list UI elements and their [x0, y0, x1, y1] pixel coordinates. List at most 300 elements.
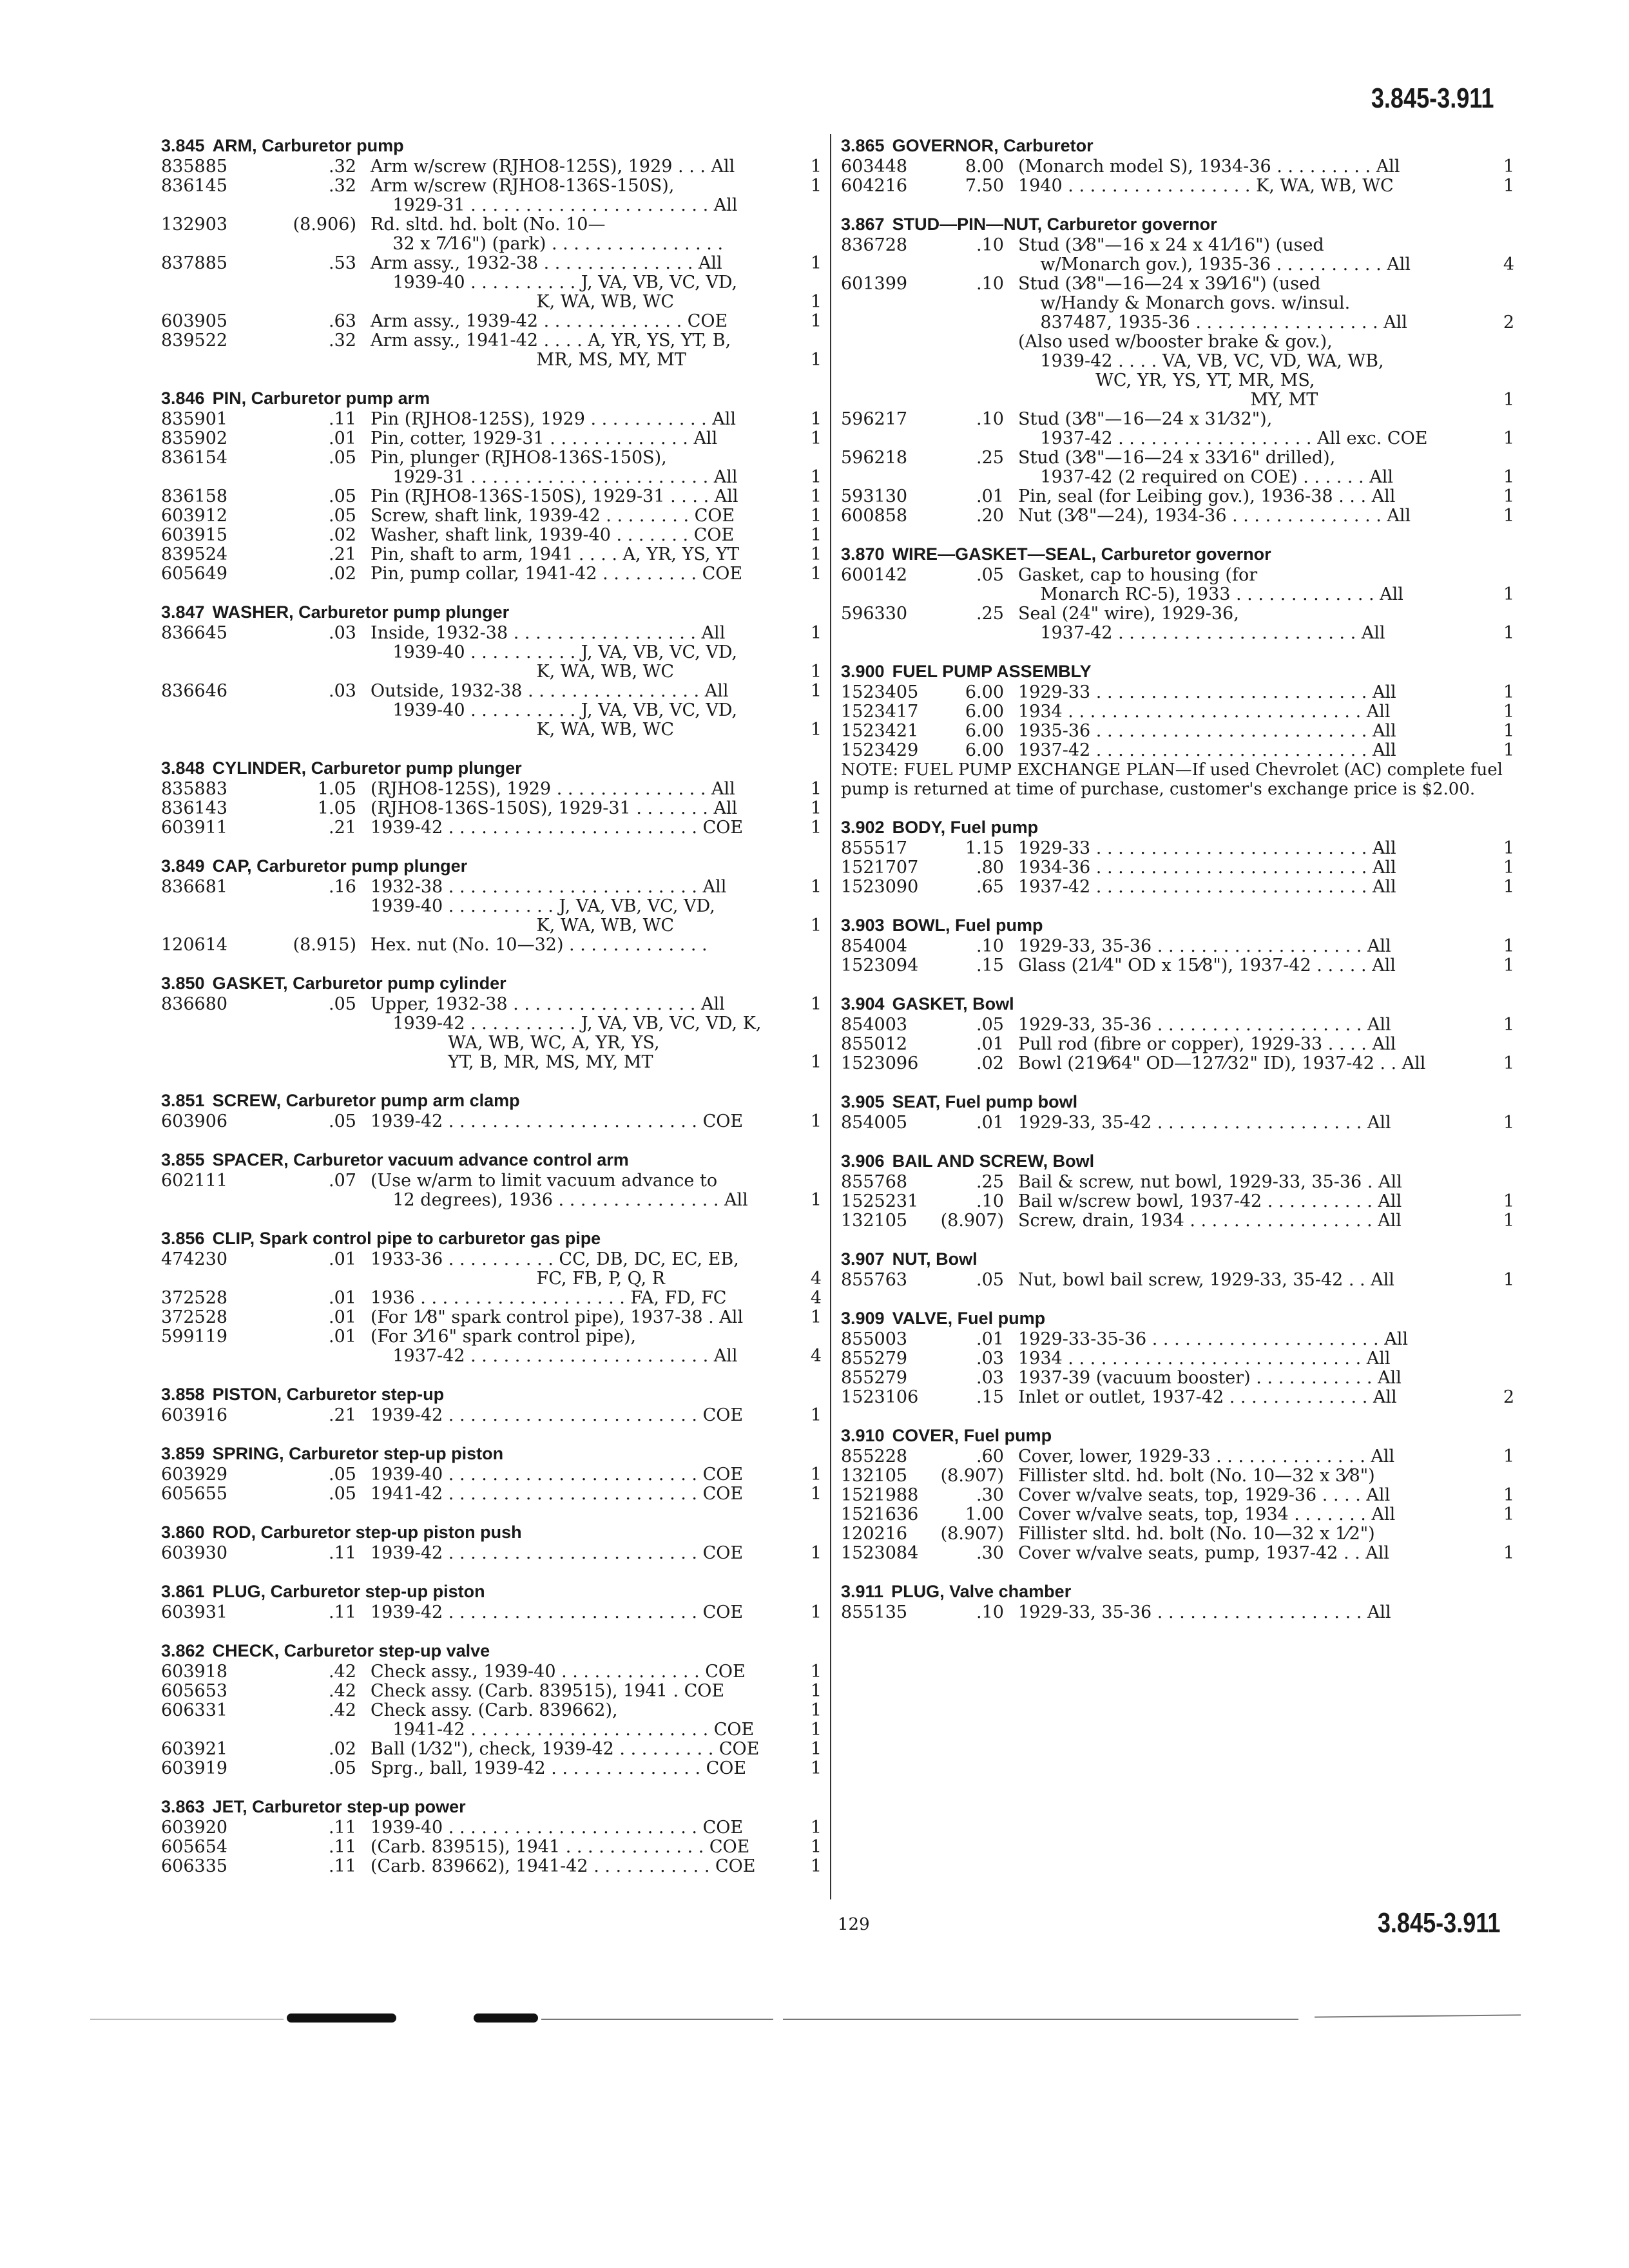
- part-price: .20: [976, 506, 1004, 526]
- part-row: [841, 1349, 1514, 1369]
- section-number: 3.865: [841, 136, 885, 155]
- section-heading: PLUG, Valve chamber: [891, 1582, 1072, 1601]
- part-row: [841, 1015, 1514, 1035]
- part-description: 1939-42 . . . . . . . . . . . . . . . . . . . . . . . COE: [371, 818, 744, 838]
- part-row: [161, 1682, 822, 1701]
- part-number: 837885: [161, 253, 228, 273]
- part-quantity: [1489, 1173, 1514, 1192]
- part-number: 606335: [161, 1856, 228, 1876]
- part-description: 1937-42 . . . . . . . . . . . . . . . . . . . . . . . . . All: [1018, 877, 1396, 897]
- page-footer-range: 3.845-3.911: [1377, 1907, 1500, 1939]
- part-price: .21: [329, 544, 356, 564]
- section-number: 3.906: [841, 1151, 885, 1171]
- section-title: [161, 1442, 822, 1465]
- part-number: 603911: [161, 818, 228, 838]
- part-price: .02: [329, 564, 356, 584]
- part-quantity: 1: [810, 1543, 822, 1563]
- part-number: 596217: [841, 409, 908, 429]
- part-row: [841, 1603, 1514, 1622]
- part-quantity: 1: [810, 350, 822, 370]
- section-title: [841, 992, 1514, 1015]
- part-quantity: 1: [1503, 1270, 1514, 1290]
- section-heading: COVER, Fuel pump: [892, 1426, 1052, 1445]
- scan-line: [90, 2019, 284, 2020]
- part-price: .42: [329, 1681, 356, 1701]
- part-price: 6.00: [965, 721, 1004, 741]
- part-description: Sprg., ball, 1939-42 . . . . . . . . . . . . . . COE: [371, 1758, 747, 1778]
- part-quantity: 1: [810, 506, 822, 526]
- part-number: 132105: [841, 1211, 908, 1231]
- part-quantity: 1: [1503, 956, 1514, 975]
- part-row: [841, 1369, 1514, 1388]
- part-description: Outside, 1932-38 . . . . . . . . . . . . . . . . All 1939-40 . . . . . . . . . . J, VA, VB, VC, VD, K, WA, WB, WC: [371, 681, 738, 740]
- part-number: 836145: [161, 176, 228, 196]
- part-description: Pin, seal (for Leibing gov.), 1936-38 . . . All: [1018, 486, 1396, 506]
- scan-smudge: [474, 2013, 538, 2023]
- section-heading: PIN, Carburetor pump arm: [212, 389, 430, 408]
- part-quantity: [1489, 1524, 1514, 1544]
- part-quantity: 1: [1503, 1446, 1514, 1466]
- part-number: 835883: [161, 779, 228, 799]
- part-quantity: 1: [1503, 428, 1514, 448]
- section-heading: GASKET, Bowl: [892, 994, 1014, 1014]
- part-quantity: 1: [1503, 936, 1514, 956]
- part-number: 855135: [841, 1602, 908, 1622]
- part-description: Arm w/screw (RJHO8-125S), 1929 . . . All: [371, 157, 735, 177]
- part-price: .01: [329, 1249, 356, 1269]
- part-price: .25: [976, 1172, 1004, 1192]
- section-title: [841, 914, 1514, 937]
- part-price: .60: [976, 1446, 1004, 1466]
- section-heading: PLUG, Carburetor step-up piston: [212, 1582, 485, 1601]
- section-number: 3.905: [841, 1092, 885, 1111]
- section-heading: SEAT, Fuel pump bowl: [892, 1092, 1078, 1111]
- part-description: 1937-39 (vacuum booster) . . . . . . . . . . . All: [1018, 1368, 1402, 1388]
- part-row: [161, 1406, 822, 1425]
- part-row: [841, 1524, 1514, 1544]
- section-number: 3.900: [841, 662, 885, 681]
- part-row: [161, 448, 822, 487]
- part-description: (Use w/arm to limit vacuum advance to 12 degrees), 1936 . . . . . . . . . . . . . . . All: [371, 1171, 748, 1210]
- part-number: 605653: [161, 1681, 228, 1701]
- part-number: 839524: [161, 544, 228, 564]
- right-column: [841, 134, 1514, 1639]
- part-row: [841, 1211, 1514, 1231]
- part-number: 839522: [161, 331, 228, 351]
- part-quantity: 1: [1503, 702, 1514, 722]
- section-heading: WIRE—GASKET—SEAL, Carburetor governor: [892, 544, 1271, 564]
- part-description: Pin, pump collar, 1941-42 . . . . . . . . . COE: [371, 564, 743, 584]
- part-description: Stud (3⁄8"—16—24 x 33⁄16" drilled), 1937-42 (2 required on COE) . . . . . . All: [1018, 448, 1393, 487]
- part-description: Bail w/screw bowl, 1937-42 . . . . . . . . . . All: [1018, 1191, 1402, 1211]
- part-quantity: 1 1: [810, 1700, 822, 1740]
- part-number: 603918: [161, 1662, 228, 1682]
- part-quantity: 1: [810, 1190, 822, 1210]
- part-description: Fillister sltd. hd. bolt (No. 10—32 x 1⁄2"): [1018, 1524, 1375, 1544]
- part-description: Bowl (219⁄64" OD—127⁄32" ID), 1937-42 . . All: [1018, 1053, 1426, 1073]
- part-row: [161, 1759, 822, 1778]
- section-heading: BODY, Fuel pump: [892, 818, 1039, 837]
- part-number: 603916: [161, 1405, 228, 1425]
- part-row: [841, 937, 1514, 956]
- part-row: [161, 526, 822, 545]
- part-row: [161, 1465, 822, 1485]
- part-description: Washer, shaft link, 1939-40 . . . . . . . COE: [371, 525, 735, 545]
- part-row: [161, 1289, 822, 1308]
- part-number: 855279: [841, 1349, 908, 1369]
- part-price: .03: [976, 1368, 1004, 1388]
- part-quantity: 1: [1503, 623, 1514, 643]
- parts-section: [161, 972, 822, 1072]
- part-quantity: 1: [1503, 1053, 1514, 1073]
- section-title: [841, 134, 1514, 157]
- part-price: .25: [976, 448, 1004, 468]
- part-description: (For 1⁄8" spark control pipe), 1937-38 . All: [371, 1307, 744, 1327]
- part-row: [161, 1327, 822, 1366]
- part-price: .32: [329, 176, 356, 196]
- parts-section: [841, 134, 1514, 196]
- part-row: [161, 331, 822, 370]
- part-number: 854005: [841, 1113, 908, 1133]
- part-number: 372528: [161, 1307, 228, 1327]
- section-title: [841, 1307, 1514, 1330]
- section-heading: BOWL, Fuel pump: [892, 916, 1043, 935]
- part-description: Arm assy., 1941-42 . . . . A, YR, YS, YT, B, MR, MS, MY, MT: [371, 331, 731, 370]
- part-description: 1929-33, 35-36 . . . . . . . . . . . . . . . . . . . All: [1018, 1015, 1391, 1035]
- part-description: 1933-36 . . . . . . . . . . CC, DB, DC, EC, EB, FC, FB, P, Q, R: [371, 1249, 739, 1289]
- part-description: 1937-42 . . . . . . . . . . . . . . . . . . . . . . . . . All: [1018, 740, 1396, 760]
- part-quantity: 1: [810, 544, 822, 564]
- part-description: 1929-33-35-36 . . . . . . . . . . . . . . . . . . . . . All: [1018, 1329, 1408, 1349]
- part-number: 836645: [161, 623, 228, 643]
- part-price: (8.907): [940, 1211, 1004, 1231]
- part-row: [161, 1818, 822, 1838]
- part-description: 1929-33 . . . . . . . . . . . . . . . . . . . . . . . . . All: [1018, 838, 1396, 858]
- part-quantity: 1: [810, 798, 822, 818]
- section-number: 3.858: [161, 1385, 205, 1404]
- parts-section: [841, 1307, 1514, 1407]
- part-price: .53: [329, 253, 356, 273]
- part-price: .05: [976, 1270, 1004, 1290]
- part-row: [161, 818, 822, 838]
- part-description: Glass (21⁄4" OD x 15⁄8"), 1937-42 . . . . . All: [1018, 956, 1396, 975]
- part-number: 600142: [841, 565, 908, 585]
- part-row: [161, 564, 822, 584]
- part-quantity: [1489, 1603, 1514, 1622]
- part-row: [161, 1308, 822, 1327]
- part-price: 1.05: [317, 798, 356, 818]
- part-quantity: 1: [1503, 1504, 1514, 1524]
- part-number: 1523084: [841, 1543, 919, 1563]
- part-quantity: 1: [810, 779, 822, 799]
- part-quantity: 1: [810, 409, 822, 429]
- section-heading: VALVE, Fuel pump: [892, 1309, 1046, 1328]
- part-row: [161, 1250, 822, 1289]
- part-number: 1523429: [841, 740, 919, 760]
- part-quantity: 1: [810, 1465, 822, 1485]
- part-row: [161, 254, 822, 312]
- part-row: [841, 410, 1514, 448]
- part-number: 1523405: [841, 682, 919, 702]
- part-row: [161, 799, 822, 818]
- part-number: 120216: [841, 1524, 908, 1544]
- part-price: .05: [329, 486, 356, 506]
- section-number: 3.855: [161, 1150, 205, 1169]
- part-row: [161, 1740, 822, 1759]
- part-row: [841, 741, 1514, 760]
- part-price: 1.00: [965, 1504, 1004, 1524]
- part-row: [161, 624, 822, 682]
- part-quantity: 1: [810, 1739, 822, 1759]
- part-quantity: 4: [810, 1269, 822, 1289]
- part-row: [841, 1486, 1514, 1505]
- parts-section: [841, 213, 1514, 526]
- part-quantity: 4: [810, 1288, 822, 1308]
- section-number: 3.856: [161, 1229, 205, 1248]
- part-quantity: [796, 215, 822, 254]
- part-row: [841, 487, 1514, 506]
- part-number: 1521988: [841, 1485, 919, 1505]
- part-description: 1936 . . . . . . . . . . . . . . . . . . . FA, FD, FC: [371, 1288, 727, 1308]
- scan-line: [783, 2019, 1298, 2020]
- parts-section: [161, 854, 822, 955]
- part-price: .10: [976, 1602, 1004, 1622]
- part-row: [841, 157, 1514, 177]
- part-number: 1521707: [841, 858, 919, 878]
- part-price: .01: [976, 1113, 1004, 1133]
- part-description: 1941-42 . . . . . . . . . . . . . . . . . . . . . . . COE: [371, 1484, 744, 1504]
- part-description: 1939-42 . . . . . . . . . . . . . . . . . . . . . . . COE: [371, 1111, 744, 1131]
- part-price: .02: [329, 1739, 356, 1759]
- part-quantity: 1: [810, 818, 822, 838]
- scan-smudge: [287, 2013, 396, 2023]
- part-price: 1.15: [965, 838, 1004, 858]
- part-description: Cover w/valve seats, top, 1934 . . . . . . . All: [1018, 1504, 1396, 1524]
- part-row: [161, 177, 822, 215]
- section-number: 3.859: [161, 1444, 205, 1463]
- section-number: 3.860: [161, 1523, 205, 1542]
- part-row: [161, 682, 822, 740]
- part-row: [841, 506, 1514, 526]
- part-description: (Carb. 839515), 1941 . . . . . . . . . . . . . COE: [371, 1837, 750, 1857]
- part-price: .11: [329, 1818, 356, 1838]
- part-quantity: 1: [1503, 838, 1514, 858]
- part-description: Seal (24" wire), 1929-36, 1937-42 . . . . . . . . . . . . . . . . . . . . . . All: [1018, 604, 1385, 643]
- part-quantity: 1: [810, 486, 822, 506]
- section-heading: CLIP, Spark control pipe to carburetor gas pipe: [212, 1229, 601, 1248]
- part-description: Cover, lower, 1929-33 . . . . . . . . . . . . . . All: [1018, 1446, 1395, 1466]
- section-heading: NUT, Bowl: [892, 1249, 978, 1269]
- page-number: 129: [838, 1915, 870, 1934]
- part-row: [841, 1173, 1514, 1192]
- part-number: 120614: [161, 935, 228, 955]
- section-heading: JET, Carburetor step-up power: [212, 1797, 466, 1816]
- part-row: [841, 683, 1514, 702]
- parts-section: [841, 543, 1514, 643]
- part-description: Stud (3⁄8"—16—24 x 31⁄32"), 1937-42 . . . . . . . . . . . . . . . . . . All exc. COE: [1018, 409, 1428, 448]
- part-description: Pin, shaft to arm, 1941 . . . . A, YR, YS, YT: [371, 544, 739, 564]
- part-price: .01: [976, 1329, 1004, 1349]
- part-number: 1525231: [841, 1191, 919, 1211]
- part-quantity: 1: [1503, 486, 1514, 506]
- part-description: 1934-36 . . . . . . . . . . . . . . . . . . . . . . . . . All: [1018, 858, 1396, 878]
- part-price: .32: [329, 331, 356, 351]
- part-price: .63: [329, 311, 356, 331]
- part-quantity: [796, 936, 822, 955]
- section-heading: ROD, Carburetor step-up piston push: [212, 1523, 522, 1542]
- section-title: [161, 134, 822, 157]
- part-row: [841, 1388, 1514, 1407]
- part-number: 855012: [841, 1034, 908, 1054]
- part-row: [161, 1544, 822, 1563]
- part-description: Cover w/valve seats, top, 1929-36 . . . . All: [1018, 1485, 1391, 1505]
- parts-section: [161, 756, 822, 838]
- part-number: 1523096: [841, 1053, 919, 1073]
- parts-section: [161, 1089, 822, 1131]
- part-quantity: 1 1: [810, 681, 822, 740]
- part-description: Screw, shaft link, 1939-42 . . . . . . . . COE: [371, 506, 735, 526]
- part-quantity: 1: [810, 467, 822, 487]
- part-quantity: [1489, 1466, 1514, 1486]
- part-description: Check assy., 1939-40 . . . . . . . . . . . . . COE: [371, 1662, 746, 1682]
- part-quantity: 1: [1503, 858, 1514, 878]
- part-description: 1939-42 . . . . . . . . . . . . . . . . . . . . . . . COE: [371, 1543, 744, 1563]
- part-row: [841, 1505, 1514, 1524]
- part-number: 603448: [841, 157, 908, 177]
- part-number: 603929: [161, 1465, 228, 1485]
- part-number: 605654: [161, 1837, 228, 1857]
- parts-section: [161, 1148, 822, 1210]
- part-description: 1939-42 . . . . . . . . . . . . . . . . . . . . . . . COE: [371, 1602, 744, 1622]
- part-number: 596218: [841, 448, 908, 468]
- parts-section: [841, 914, 1514, 975]
- part-number: 835902: [161, 428, 228, 448]
- part-row: [841, 858, 1514, 878]
- part-number: 596330: [841, 604, 908, 624]
- part-quantity: 1: [810, 1602, 822, 1622]
- section-number: 3.845: [161, 136, 205, 155]
- part-quantity: 1 1: [810, 877, 822, 936]
- part-description: Inside, 1932-38 . . . . . . . . . . . . . . . . . All 1939-40 . . . . . . . . . . J, VA, VB, VC, VD, K, WA, WB, WC: [371, 623, 738, 682]
- parts-section: [161, 387, 822, 584]
- section-heading: ARM, Carburetor pump: [212, 136, 404, 155]
- part-quantity: 1: [1503, 721, 1514, 741]
- part-quantity: 1: [1503, 1191, 1514, 1211]
- part-row: [161, 1603, 822, 1622]
- part-number: 600858: [841, 506, 908, 526]
- part-description: Cover w/valve seats, pump, 1937-42 . . All: [1018, 1543, 1390, 1563]
- part-price: 7.50: [965, 176, 1004, 196]
- part-price: 6.00: [965, 740, 1004, 760]
- part-quantity: 1: [1503, 157, 1514, 177]
- part-row: [841, 566, 1514, 604]
- section-number: 3.867: [841, 215, 885, 234]
- part-description: Arm assy., 1939-42 . . . . . . . . . . . . . COE: [371, 311, 728, 331]
- part-row: [841, 1466, 1514, 1486]
- part-number: 603921: [161, 1739, 228, 1759]
- section-title: [841, 1424, 1514, 1447]
- section-title: [161, 387, 822, 410]
- part-price: 8.00: [965, 157, 1004, 177]
- part-description: Arm w/screw (RJHO8-136S-150S), 1929-31 . . . . . . . . . . . . . . . . . . . . . . All: [371, 176, 738, 215]
- part-quantity: 1: [1503, 467, 1514, 487]
- part-price: .11: [329, 1837, 356, 1857]
- part-row: [161, 157, 822, 177]
- parts-section: [841, 1580, 1514, 1622]
- part-price: (8.906): [293, 215, 356, 235]
- part-price: .01: [329, 1288, 356, 1308]
- part-row: [841, 1035, 1514, 1054]
- part-price: .10: [976, 274, 1004, 294]
- part-number: 835901: [161, 409, 228, 429]
- scan-line: [1315, 2014, 1521, 2017]
- part-row: [841, 1054, 1514, 1073]
- part-number: 855763: [841, 1270, 908, 1290]
- part-row: [841, 1113, 1514, 1133]
- part-description: (Monarch model S), 1934-36 . . . . . . . . . All: [1018, 157, 1400, 177]
- part-description: 1932-38 . . . . . . . . . . . . . . . . . . . . . . . All 1939-40 . . . . . . . . . . J, VA, VB, VC, VD, K, WA, WB, WC: [371, 877, 727, 936]
- section-number: 3.861: [161, 1582, 205, 1601]
- part-price: .03: [976, 1349, 1004, 1369]
- parts-section: [841, 1247, 1514, 1290]
- part-number: 1521636: [841, 1504, 919, 1524]
- scan-line: [541, 2019, 773, 2020]
- part-quantity: 1: [1503, 1015, 1514, 1035]
- part-description: Upper, 1932-38 . . . . . . . . . . . . . . . . . All 1939-42 . . . . . . . . . . J, VA, VB, VC, VD, K, WA, WB, WC, A, YR, YS, YT, B, MR, MS, MY, MT: [371, 994, 762, 1072]
- part-price: .05: [329, 506, 356, 526]
- part-price: .03: [329, 681, 356, 701]
- part-quantity: 1: [1503, 1485, 1514, 1505]
- part-row: [841, 878, 1514, 897]
- section-number: 3.850: [161, 974, 205, 993]
- part-row: [161, 312, 822, 331]
- section-title: [841, 543, 1514, 566]
- part-row: [161, 878, 822, 936]
- part-quantity: 1: [1503, 682, 1514, 702]
- part-price: .01: [976, 486, 1004, 506]
- part-quantity: 1: [810, 1681, 822, 1701]
- section-title: [841, 213, 1514, 236]
- section-number: 3.903: [841, 916, 885, 935]
- part-price: .10: [976, 409, 1004, 429]
- parts-section: [161, 1580, 822, 1622]
- section-number: 3.849: [161, 856, 205, 876]
- part-price: .05: [329, 994, 356, 1014]
- part-quantity: 1: [1503, 1543, 1514, 1563]
- part-row: [841, 702, 1514, 722]
- part-price: .05: [329, 1758, 356, 1778]
- part-quantity: 1: [810, 1484, 822, 1504]
- section-title: [161, 1148, 822, 1171]
- section-title: [161, 972, 822, 995]
- part-number: 855003: [841, 1329, 908, 1349]
- part-quantity: 2 1: [1503, 312, 1514, 410]
- part-row: [841, 956, 1514, 975]
- part-price: 1.05: [317, 779, 356, 799]
- part-row: [841, 604, 1514, 643]
- part-quantity: [1489, 1369, 1514, 1388]
- part-price: 6.00: [965, 702, 1004, 722]
- part-number: 836154: [161, 448, 228, 468]
- part-row: [161, 936, 822, 955]
- section-heading: GOVERNOR, Carburetor: [892, 136, 1094, 155]
- part-quantity: 1: [1503, 1113, 1514, 1133]
- section-number: 3.904: [841, 994, 885, 1014]
- part-row: [161, 1838, 822, 1857]
- part-price: .05: [329, 1111, 356, 1131]
- part-description: Gasket, cap to housing (for Monarch RC-5), 1933 . . . . . . . . . . . . . All: [1018, 565, 1403, 604]
- section-title: [161, 1521, 822, 1544]
